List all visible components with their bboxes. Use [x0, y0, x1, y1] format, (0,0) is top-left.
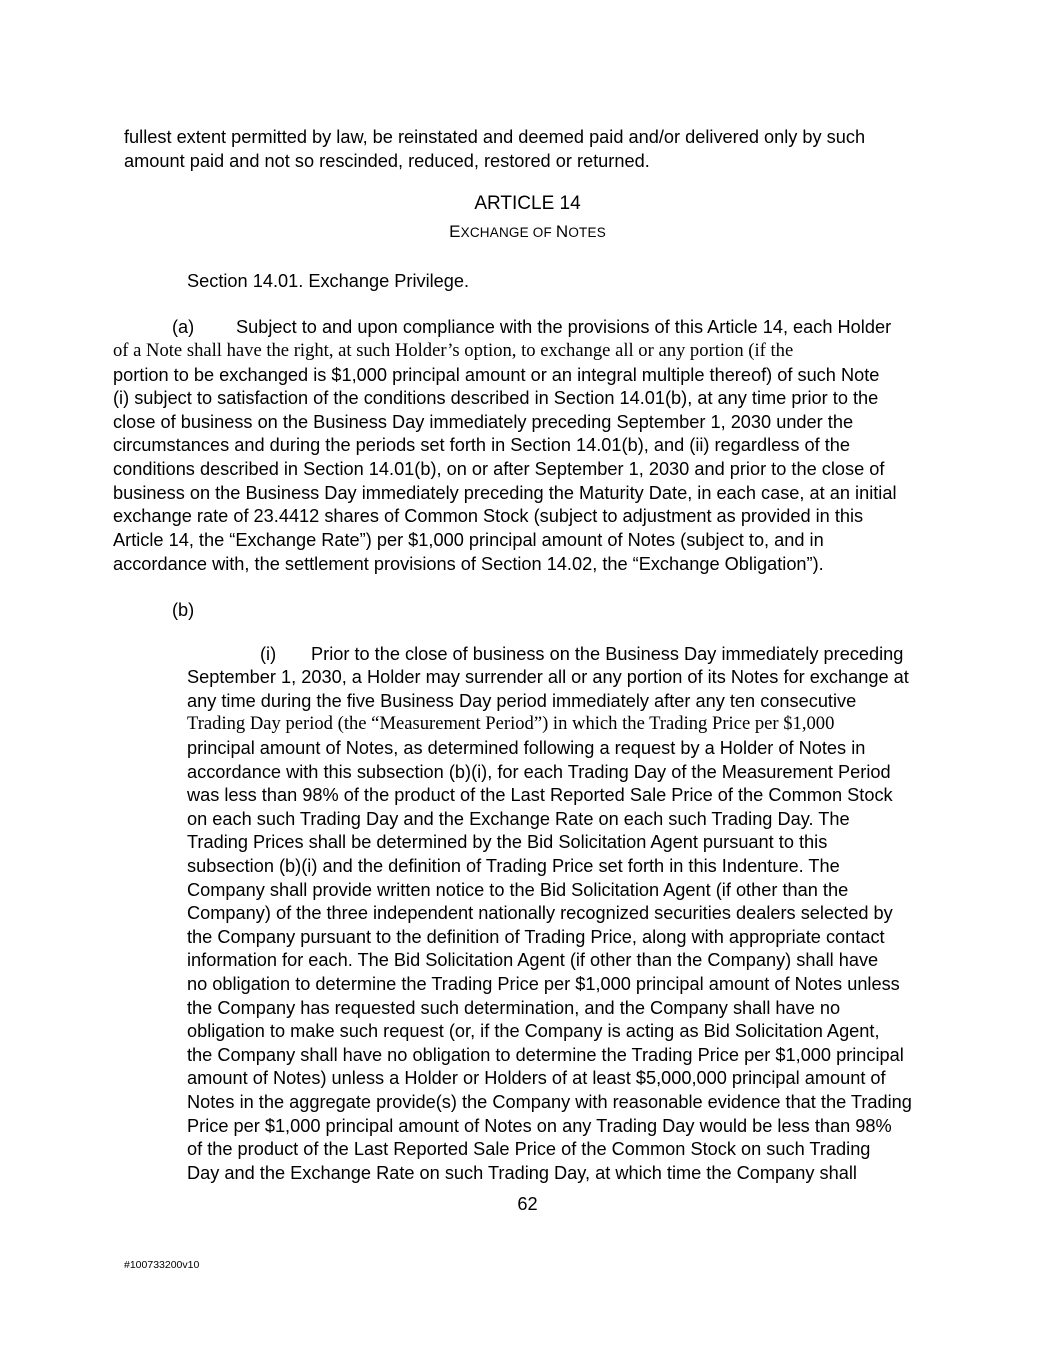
para-b-i-first-line: Prior to the close of business on the Business Day immediately preceding	[311, 644, 904, 664]
para-b-i-line: no obligation to determine the Trading Price per $1,000 principal amount of Notes unless	[187, 974, 900, 994]
para-a-line: conditions described in Section 14.01(b), on or after September 1, 2030 and prior to the close of	[113, 459, 885, 479]
article-subtitle-small-2: OTES	[568, 225, 606, 240]
para-b-i-line: Price per $1,000 principal amount of Notes on any Trading Day would be less than 98%	[187, 1116, 892, 1136]
para-b-i-line: information for each. The Bid Solicitation Agent (if other than the Company) shall have	[187, 950, 879, 970]
para-b-i-line: subsection (b)(i) and the definition of Trading Price set forth in this Indenture. The	[187, 856, 840, 876]
para-b-label: (b)	[172, 600, 195, 620]
para-b-i-line: Trading Day period (the “Measurement Period”) in which the Trading Price per $1,000	[187, 713, 835, 734]
page-number: 62	[517, 1194, 538, 1214]
para-a-line: business on the Business Day immediately preceding the Maturity Date, in each case, at an initial	[113, 483, 897, 503]
para-b-i-line: any time during the five Business Day period immediately after any ten consecutive	[187, 691, 857, 711]
para-a-line: portion to be exchanged is $1,000 principal amount or an integral multiple thereof) of such Note	[113, 365, 880, 385]
para-a-line: (i) subject to satisfaction of the conditions described in Section 14.01(b), at any time prior to the	[113, 388, 879, 408]
para-b-i-line: of the product of the Last Reported Sale Price of the Common Stock on such Trading	[187, 1139, 871, 1159]
para-b-i-line: principal amount of Notes, as determined following a request by a Holder of Notes in	[187, 738, 866, 758]
para-b-i-line: the Company shall have no obligation to determine the Trading Price per $1,000 principal	[187, 1045, 904, 1065]
para-a-line: accordance with, the settlement provisions of Section 14.02, the “Exchange Obligation”).	[113, 554, 824, 574]
article-subtitle	[0, 222, 1055, 242]
intro-line-2: amount paid and not so rescinded, reduced, restored or returned.	[124, 151, 650, 171]
article-subtitle-cap-2: N	[555, 222, 569, 241]
para-a-line: of a Note shall have the right, at such Holder’s option, to exchange all or any portion (if the	[113, 340, 794, 361]
article-subtitle-cap-1: E	[449, 222, 461, 241]
para-a-first-line: Subject to and upon compliance with the provisions of this Article 14, each Holder	[236, 317, 892, 337]
para-b-i-line: on each such Trading Day and the Exchange Rate on each such Trading Day. The	[187, 809, 850, 829]
article-title: ARTICLE 14	[474, 193, 581, 214]
para-a-line: Article 14, the “Exchange Rate”) per $1,000 principal amount of Notes (subject to, and in	[113, 530, 824, 550]
para-b-i-line: Company shall provide written notice to the Bid Solicitation Agent (if other than the	[187, 880, 849, 900]
section-heading: Section 14.01. Exchange Privilege.	[187, 271, 470, 291]
para-b-i-line: Day and the Exchange Rate on such Trading Day, at which time the Company shall	[187, 1163, 857, 1183]
para-b-i-line: Notes in the aggregate provide(s) the Company with reasonable evidence that the Trading	[187, 1092, 912, 1112]
para-b-i-line: the Company has requested such determination, and the Company shall have no	[187, 998, 841, 1018]
para-a-label: (a)	[172, 317, 195, 337]
para-b-i-line: Company) of the three independent nationally recognized securities dealers selected by	[187, 903, 893, 923]
para-b-i-line: the Company pursuant to the definition of Trading Price, along with appropriate contact	[187, 927, 885, 947]
para-a-line: close of business on the Business Day immediately preceding September 1, 2030 under the	[113, 412, 854, 432]
para-b-i-line: accordance with this subsection (b)(i), for each Trading Day of the Measurement Period	[187, 762, 891, 782]
para-a-line: circumstances and during the periods set forth in Section 14.01(b), and (ii) regardless of the	[113, 435, 850, 455]
para-b-i-line: amount of Notes) unless a Holder or Holders of at least $5,000,000 principal amount of	[187, 1068, 886, 1088]
para-b-i-line: was less than 98% of the product of the Last Reported Sale Price of the Common Stock	[187, 785, 893, 805]
footer-document-id: #100733200v10	[124, 1259, 200, 1271]
para-b-i-label: (i)	[260, 644, 277, 664]
para-b-i-line: Trading Prices shall be determined by the Bid Solicitation Agent pursuant to this	[187, 832, 828, 852]
para-b-i-line: obligation to make such request (or, if the Company is acting as Bid Solicitation Agent,	[187, 1021, 880, 1041]
para-a-line: exchange rate of 23.4412 shares of Common Stock (subject to adjustment as provided in this	[113, 506, 864, 526]
para-b-i-line: September 1, 2030, a Holder may surrender all or any portion of its Notes for exchange at	[187, 667, 909, 687]
article-subtitle-small-1: XCHANGE OF	[460, 225, 556, 240]
intro-line-1: fullest extent permitted by law, be reinstated and deemed paid and/or delivered only by such	[124, 127, 866, 147]
